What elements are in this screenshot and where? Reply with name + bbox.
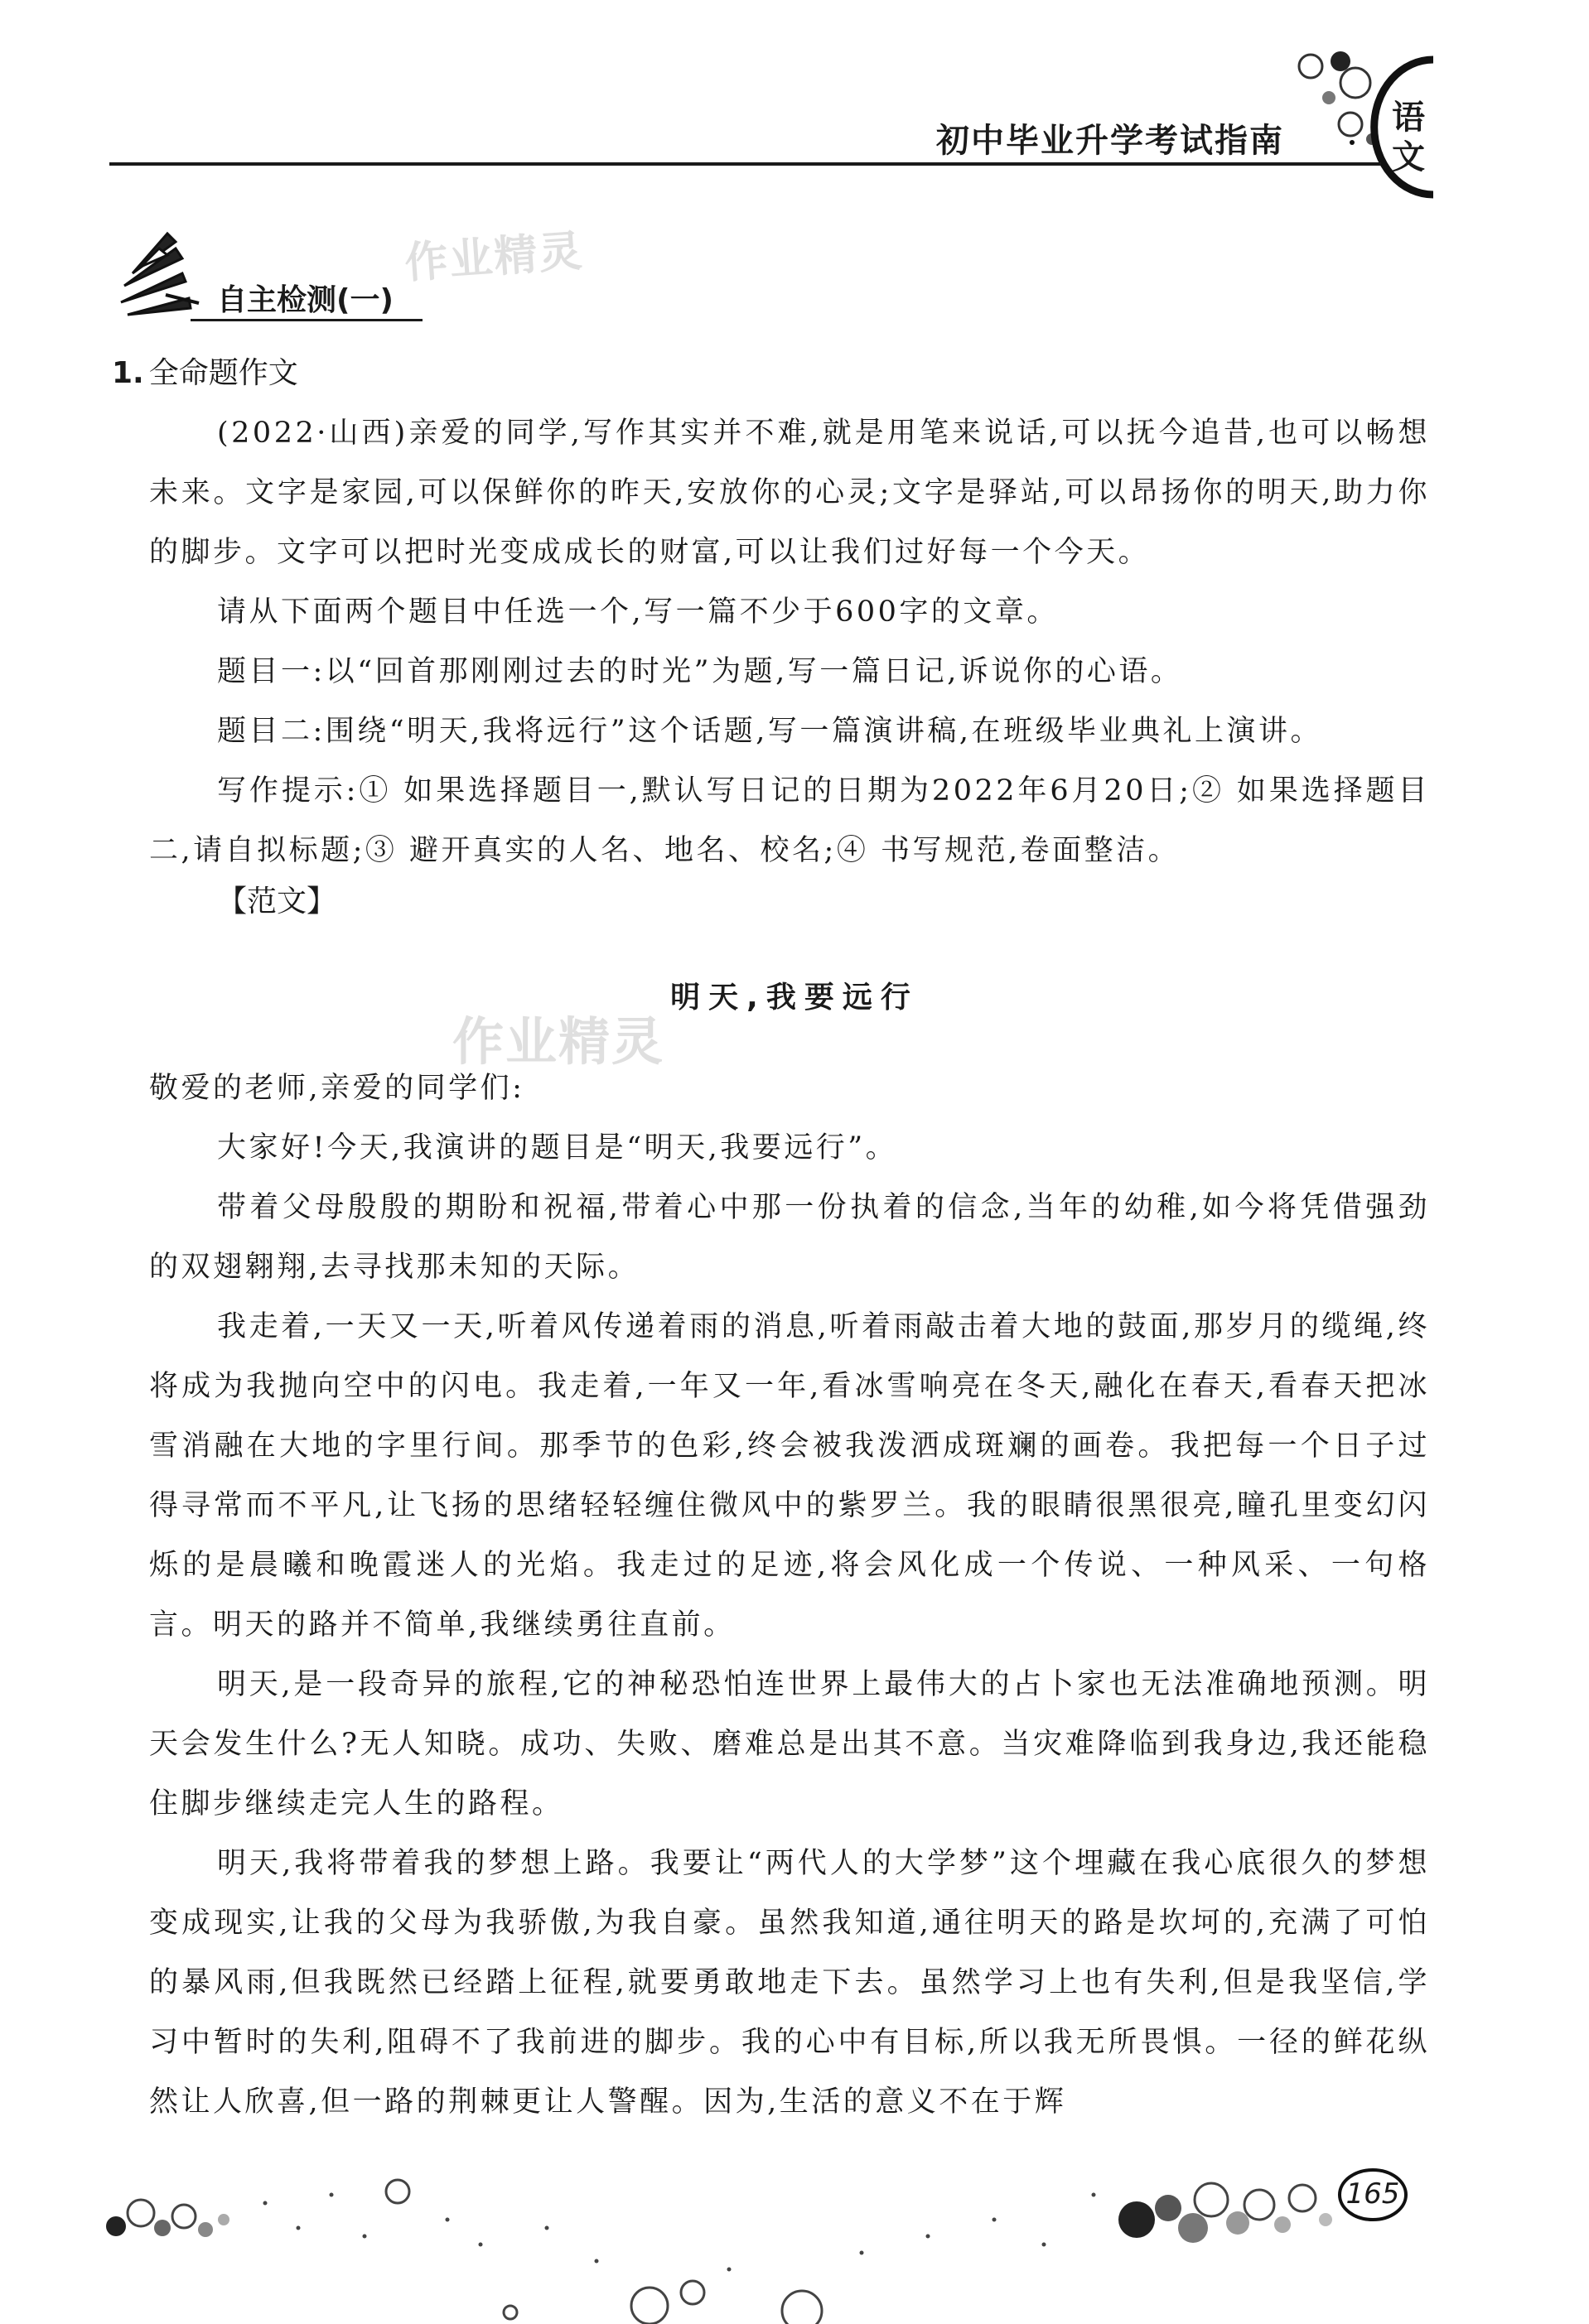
question-paragraph: 题目二:围绕“明天,我将远行”这个话题,写一篇演讲稿,在班级毕业典礼上演讲。: [217, 715, 1322, 748]
question-title-text: 全命题作文: [148, 356, 298, 390]
footer-right-circles: [1118, 2183, 1332, 2243]
section-heading: 自主检测(一): [217, 283, 394, 317]
deco-circle: [1339, 113, 1362, 136]
essay-paragraph: 明天,我将带着我的梦想上路。我要让“两代人的大学梦”这个埋藏在我心底很久的梦想变成现实,让我的父母为我骄傲,为我自豪。虽然我知道,通往明天的路是坎坷的,充满了可怕的暴风雨,但我既然已经踏上征程,就要勇敢地走下去。虽然学习上也有失利,但是我坚信,学习中暂时的失利,阻碍不了我前进的脚步。我的心中有目标,所以我无所畏惧。一径的鲜花纵然让人欣喜,但一路的荆棘更让人警醒。因为,生活的意义不在于辉: [149, 1847, 1430, 2119]
essay-paragraph: 大家好!今天,我演讲的题目是“明天,我要远行”。: [217, 1131, 898, 1164]
deco-circle: [1340, 68, 1370, 98]
question-paragraph: 题目一:以“回首那刚刚过去的时光”为题,写一篇日记,诉说你的心语。: [217, 655, 1183, 688]
question-paragraph: 请从下面两个题目中任选一个,写一篇不少于600字的文章。: [217, 595, 1059, 629]
deco-dot: [1350, 140, 1355, 145]
subject-char-top: 语: [1392, 99, 1425, 137]
question-paragraph: 写作提示:① 如果选择题目一,默认写日记的日期为2022年6月20日;② 如果选择题目二,请自拟标题;③ 避开真实的人名、地名、校名;④ 书写规范,卷面整洁。: [149, 774, 1430, 867]
page-number: 165: [1345, 2177, 1400, 2211]
deco-circle: [1331, 51, 1350, 71]
sample-essay-label: 【范文】: [217, 885, 337, 919]
question-body: [149, 403, 1430, 880]
essay-paragraph: 带着父母殷殷的期盼和祝福,带着心中那一份执着的信念,当年的幼稚,如今将凭借强劲的双翅翱翔,去寻找那未知的天际。: [149, 1191, 1430, 1284]
essay-paragraph: 明天,是一段奇异的旅程,它的神秘恐怕连世界上最伟大的占卜家也无法准确地预测。明天会发生什么?无人知晓。成功、失败、磨难总是出其不意。当灾难降临到我身边,我还能稳住脚步继续走完人生的路程。: [149, 1668, 1430, 1820]
header-title: 初中毕业升学考试指南: [936, 122, 1284, 160]
essay-body: [149, 1058, 1430, 2132]
watermark: 作业精灵: [403, 226, 586, 289]
deco-circle: [1299, 55, 1322, 78]
question-number: 1.: [112, 356, 144, 390]
essay-title: 明天,我要远行: [670, 981, 919, 1015]
footer-left-circles: [106, 2180, 822, 2324]
essay-paragraph: 我走着,一天又一天,听着风传递着雨的消息,听着雨敲击着大地的鼓面,那岁月的缆绳,终将成为我抛向空中的闪电。我走着,一年又一年,看冰雪响亮在冬天,融化在春天,看春天把冰雪消融在大地的字里行间。那季节的色彩,终会被我泼洒成斑斓的画卷。我把每一个日子过得寻常而不平凡,让飞扬的思绪轻轻缠住微风中的紫罗兰。我的眼睛很黑很亮,瞳孔里变幻闪烁的是晨曦和晚霞迷人的光焰。我走过的足迹,将会风化成一个传说、一种风采、一句格言。明天的路并不简单,我继续勇往直前。: [149, 1310, 1430, 1642]
deco-circle: [1322, 91, 1335, 104]
question-title: [112, 350, 298, 392]
subject-char-bottom: 文: [1392, 138, 1425, 176]
question-paragraph: (2022·山西)亲爱的同学,写作其实并不难,就是用笔来说话,可以抚今追昔,也可以畅想未来。文字是家园,可以保鲜你的昨天,安放你的心灵;文字是驿站,可以昂扬你的明天,助力你的脚步。文字可以把时光变成成长的财富,可以让我们过好每一个今天。: [149, 417, 1430, 569]
essay-greeting: 敬爱的老师,亲爱的同学们:: [149, 1072, 525, 1105]
watermark: 作业精灵: [452, 1011, 665, 1072]
section-underline: [191, 319, 423, 321]
footer-dots: [263, 2193, 1096, 2272]
